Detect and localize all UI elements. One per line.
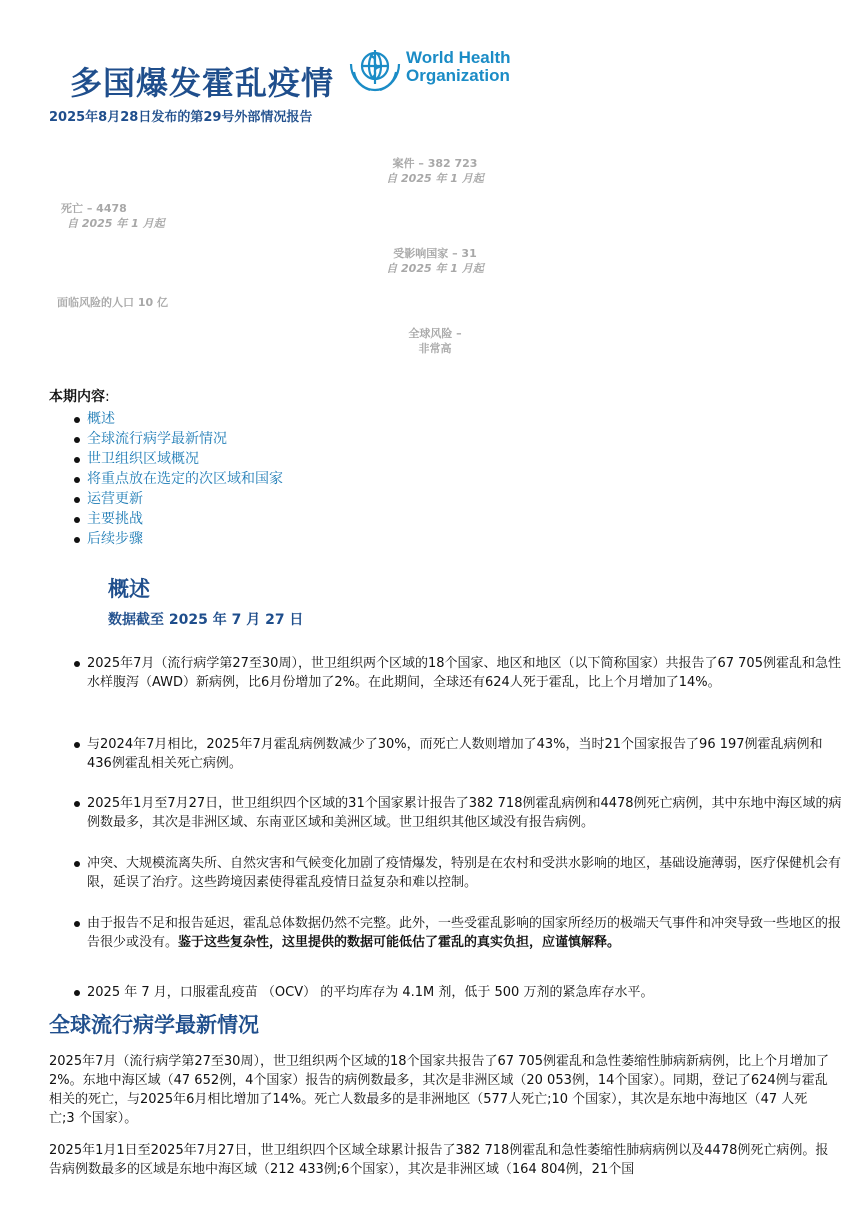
overview-bullet: 2025年1月至7月27日，世卫组织四个区域的31个国家累计报告了382 718例霍乱病例和4478例死亡病例，其中东地中海区域的病例数最多，其次是非洲区域、东南亚区域和美洲区域。世卫组织其他区域没有报告病例。 [74, 794, 843, 832]
overview-bullet: 2025年7月（流行病学第27至30周），世卫组织两个区域的18个国家、地区和地区（以下简称国家）共报告了67 705例霍乱和急性水样腹泻（AWD）新病例，比6月份增加了2%。在此期间，全球还有624人死于霍乱，比上个月增加了14%。 [74, 654, 843, 692]
stat-cases-label: 案件 – 382 723 [392, 157, 478, 170]
caution-statement: 鉴于这些复杂性，这里提供的数据可能低估了霍乱的真实负担，应谨慎解释。 [178, 935, 621, 950]
stat-countries-since: 自 2025 年 1 月起 [386, 262, 484, 275]
stat-deaths-label: 死亡 – 4478 [61, 202, 127, 215]
toc-link-next-steps[interactable]: 后续步骤 [74, 529, 283, 549]
toc-link-key-challenges[interactable]: 主要挑战 [74, 509, 283, 529]
bullet-dot [74, 801, 80, 807]
stat-deaths-since: 自 2025 年 1 月起 [67, 217, 165, 230]
overview-heading: 概述 [108, 577, 150, 601]
overview-bullet: 与2024年7月相比，2025年7月霍乱病例数减少了30%，而死亡人数则增加了43%，当时21个国家报告了96 197例霍乱病例和436例霍乱相关死亡病例。 [74, 735, 843, 773]
bullet-dot [74, 661, 80, 667]
toc-link-overview[interactable]: 概述 [74, 409, 283, 429]
stat-cases [370, 156, 500, 186]
global-paragraph-2: 2025年1月1日至2025年7月27日，世卫组织四个区域全球累计报告了382 718例霍乱和急性萎缩性肺病病例以及4478例死亡病例。报告病例数最多的区域是东地中海区域（212 433例;6个国家），其次是非洲区域（164 804例，21个国 [49, 1143, 829, 1177]
overview-bullet: 2025 年 7 月，口服霍乱疫苗 （OCV） 的平均库存为 4.1M 剂，低于 500 万剂的紧急库存水平。 [74, 983, 843, 1002]
stat-countries-label: 受影响国家 – 31 [393, 247, 477, 260]
toc-link-regional-overview[interactable]: 世卫组织区域概况 [74, 449, 283, 469]
stat-countries [370, 246, 500, 276]
overview-bullet: 由于报告不足和报告延迟，霍乱总体数据仍然不完整。此外，一些受霍乱影响的国家所经历的极端天气事件和冲突导致一些地区的报告很少或没有。鉴于这些复杂性，这里提供的数据可能低估了霍乱的真实负担，应谨慎解释。 [74, 914, 843, 952]
report-title: 多国爆发霍乱疫情 [70, 64, 335, 102]
stat-risk-label: 全球风险 – [408, 327, 462, 340]
overview-bullet: 冲突、大规模流离失所、自然灾害和气候变化加剧了疫情爆发，特别是在农村和受洪水影响的地区，基础设施薄弱，医疗保健机会有限，延误了治疗。这些跨境因素使得霍乱疫情日益复杂和难以控制。 [74, 854, 843, 892]
bullet-dot [74, 742, 80, 748]
global-paragraph-1: 2025年7月（流行病学第27至30周），世卫组织两个区域的18个国家共报告了67 705例霍乱和急性萎缩性肺病新病例，比上个月增加了2%。东地中海区域（47 652例，4个国家）报告的病例数最多，其次是非洲区域（20 053例，14个国家）。同期，登记了624例与霍乱相关的死亡，与2025年6月相比增加了14%。死亡人数最多的是非洲地区（577人死亡;10 个国家），其次是东地中海地区（47 人死亡;3 个国家）。 [49, 1054, 829, 1126]
toc-list [74, 409, 283, 549]
global-epidemiology-heading: 全球流行病学最新情况 [49, 1013, 259, 1037]
toc-title: 本期内容: [49, 389, 110, 405]
bullet-dot [74, 990, 80, 996]
stat-population [57, 295, 168, 310]
toc-link-operational-update[interactable]: 运营更新 [74, 489, 283, 509]
stat-population-label: 面临风险的人口 10 亿 [57, 296, 168, 309]
bullet-dot [74, 861, 80, 867]
stat-cases-since: 自 2025 年 1 月起 [386, 172, 484, 185]
logo-line-1: World Health [406, 48, 511, 67]
overview-data-date: 数据截至 2025 年 7 月 27 日 [108, 612, 304, 628]
logo-line-2: Organization [406, 66, 510, 85]
who-emblem-icon [346, 42, 404, 94]
who-logo [346, 42, 516, 94]
stat-deaths [55, 201, 165, 231]
report-subtitle: 2025年8月28日发布的第29号外部情况报告 [49, 110, 313, 125]
toc-link-global-epidemiology[interactable]: 全球流行病学最新情况 [74, 429, 283, 449]
bullet-dot [74, 921, 80, 927]
stat-global-risk [385, 326, 485, 356]
stat-risk-value: 非常高 [418, 342, 452, 355]
toc-link-subregions-countries[interactable]: 将重点放在选定的次区域和国家 [74, 469, 283, 489]
